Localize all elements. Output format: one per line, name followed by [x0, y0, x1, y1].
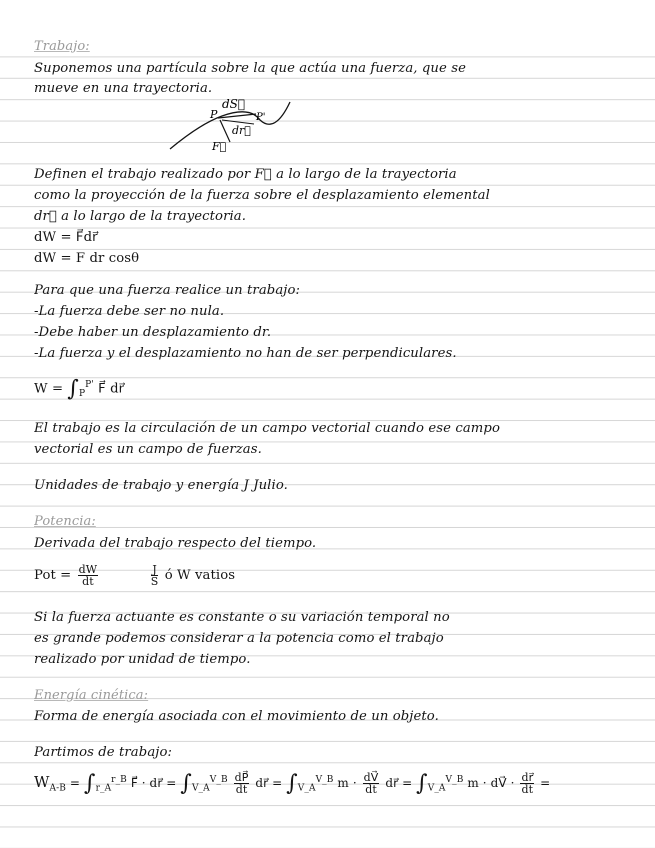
equation-dw: dW = F⃗dr⃗	[34, 230, 98, 245]
text-line: es grande podemos considerar a la potencia como el trabajo	[34, 631, 444, 646]
list-item: -La fuerza debe ser no nula.	[34, 304, 225, 319]
text-line: Para que una fuerza realice un trabajo:	[34, 283, 301, 298]
text-line: vectorial es un campo de fuerzas.	[34, 442, 262, 457]
integral-sign: ∫	[286, 771, 298, 796]
eq-lhs-sub: A-B	[49, 783, 66, 794]
f-label: F⃗	[212, 140, 227, 153]
integral-sign: ∫	[84, 771, 96, 796]
trajectory-diagram	[160, 94, 300, 154]
fraction: $\frac{dr⃗}{dt}$	[521, 771, 534, 796]
text-line: El trabajo es la circulación de un campo vectorial cuando ese campo	[34, 421, 500, 436]
dr-label: dr⃗	[232, 124, 251, 137]
text-line: como la proyección de la fuerza sobre el desplazamiento elemental	[34, 188, 490, 203]
p-prime-label: P'	[256, 112, 266, 123]
integral-sign: ∫	[180, 771, 192, 796]
fraction-dw-dt: $\frac{dW}{dt}$	[78, 563, 98, 588]
power-lhs: Pot =	[34, 568, 72, 583]
text-line: dr⃗ a lo largo de la trayectoria.	[34, 209, 247, 224]
equation-dw-cos: dW = F dr cosθ	[34, 251, 140, 266]
list-item: -La fuerza y el desplazamiento no han de ser perpendiculares.	[34, 346, 457, 361]
eq-term: dr⃗ =	[385, 776, 413, 790]
text-line: Derivada del trabajo respecto del tiempo.	[34, 536, 317, 551]
section-title-kinetic: Energía cinética:	[34, 688, 149, 703]
integral-integrand: F⃗ dr⃗	[98, 381, 125, 397]
fraction: $\frac{dV⃗}{dt}$	[363, 771, 379, 796]
text-line: Forma de energía asociada con el movimiento de un objeto.	[34, 709, 439, 724]
text-line: Si la fuerza actuante es constante o su variación temporal no	[34, 610, 450, 625]
text-line: Definen el trabajo realizado por F⃗ a lo largo de la trayectoria	[34, 167, 457, 182]
integral-lower: P	[78, 389, 86, 400]
integral-sign: ∫	[67, 376, 79, 400]
section-title-power: Potencia:	[34, 514, 96, 529]
integral-upper: P'	[85, 380, 94, 390]
p-label: P	[210, 108, 218, 121]
fraction: $\frac{dP⃗}{dt}$	[234, 771, 249, 796]
integral-lhs: W =	[34, 381, 64, 397]
text-line: realizado por unidad de tiempo.	[34, 652, 251, 667]
fraction-j-s: $\frac{J}{S}$	[150, 563, 159, 588]
eq-term: =	[540, 776, 551, 790]
equation-power	[34, 560, 629, 592]
text-line: Suponemos una partícula sobre la que actúa una fuerza, que se	[34, 61, 466, 76]
equation-kinetic: $W_{A-B} = \int_{r\_A}^{r\_B}$ F⃗ · dr⃗ = $\int_{V\_A}^{V\_B}$ $\frac{dP⃗}{dt}$ dr⃗ = $\int_{V\_A}^{V\_B}$ m · $\frac{dV⃗}{dt}$ dr⃗ = $\int_{V\_A}^{V\_B}$ m · dV⃗ · $\frac{dr⃗}{dt}$ =	[34, 771, 551, 796]
ds-label: dS⃗	[222, 97, 246, 111]
eq-term: F⃗ · dr⃗ =	[130, 776, 177, 790]
equation-work-integral	[34, 370, 629, 400]
eq-lhs: W	[34, 773, 50, 791]
section-title-work: Trabajo:	[34, 39, 90, 54]
eq-term: m ·	[337, 776, 357, 790]
list-item: -Debe haber un desplazamiento dr.	[34, 325, 272, 340]
text-line: Unidades de trabajo y energía J Julio.	[34, 478, 288, 493]
eq-sign: =	[69, 776, 81, 790]
eq-term: dr⃗ =	[255, 776, 283, 790]
power-unit-text: ó W vatios	[164, 568, 236, 583]
text-line: mueve en una trayectoria.	[34, 81, 213, 96]
eq-term: m · dV⃗ ·	[467, 776, 515, 790]
integral-sign: ∫	[416, 771, 428, 796]
text-line: Partimos de trabajo:	[34, 745, 173, 760]
